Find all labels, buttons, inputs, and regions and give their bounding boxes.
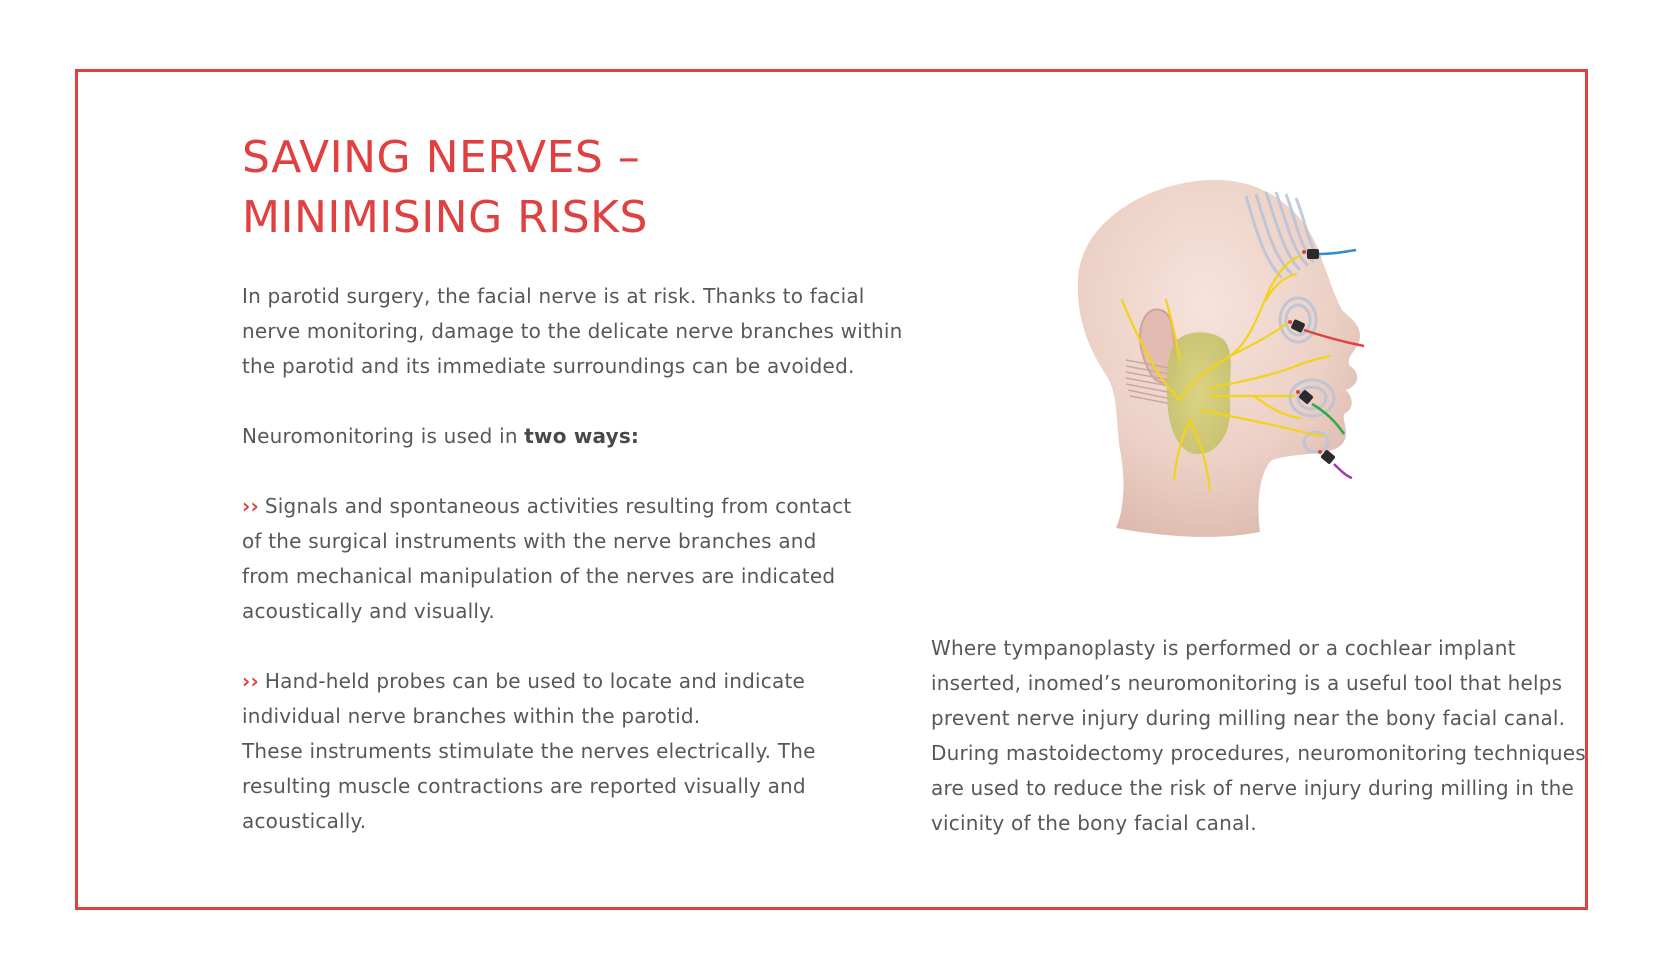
intro-paragraph [242,279,903,384]
otology-line: inserted, inomed’s neuromonitoring is a useful tool that helps [931,671,1563,695]
bullet-line: individual nerve branches within the parotid. [242,704,701,728]
bullet-probes [242,664,882,839]
otology-line: prevent nerve injury during milling near the bony facial canal. [931,706,1566,730]
intro-line: In parotid surgery, the facial nerve is at risk. Thanks to facial [242,284,865,308]
left-column [242,279,903,839]
otology-line: During mastoidectomy procedures, neuromonitoring techniques [931,741,1586,765]
electrode-chin [1318,449,1352,478]
bullet-line: Hand-held probes can be used to locate and indicate [264,669,806,693]
bullet-line: Signals and spontaneous activities resulting from contact [264,494,852,518]
bullet-line: acoustically. [242,809,367,833]
otology-line: vicinity of the bony facial canal. [931,811,1257,835]
bullet-line: from mechanical manipulation of the nerves are indicated [242,564,836,588]
title-line-2: MINIMISING RISKS [242,192,648,243]
double-chevron-right-icon: ›› [242,669,259,693]
intro-line: nerve monitoring, damage to the delicate nerve branches within [242,319,903,343]
bullet-line: resulting muscle contractions are reported visually and [242,774,806,798]
head-nerve-illustration [1060,160,1420,570]
parotid-gland [1167,332,1231,454]
intro-line: the parotid and its immediate surroundings can be avoided. [242,354,855,378]
double-chevron-right-icon: ›› [242,494,259,518]
otology-line: Where tympanoplasty is performed or a cochlear implant [931,636,1516,660]
otology-line: are used to reduce the risk of nerve injury during milling in the [931,776,1574,800]
bullet-line: acoustically and visually. [242,599,495,623]
bullet-line: of the surgical instruments with the nerve branches and [242,529,817,553]
two-ways-prefix: Neuromonitoring is used in [242,424,525,448]
two-ways-bold: two ways: [524,424,640,448]
electrode-forehead [1302,249,1356,259]
right-column [931,631,1586,841]
otology-paragraph [931,631,1586,841]
page-title [242,128,648,248]
bullet-line: These instruments stimulate the nerves electrically. The [242,739,816,763]
two-ways-paragraph [242,419,882,454]
title-line-1: SAVING NERVES – [242,132,641,183]
bullet-signals [242,489,882,629]
